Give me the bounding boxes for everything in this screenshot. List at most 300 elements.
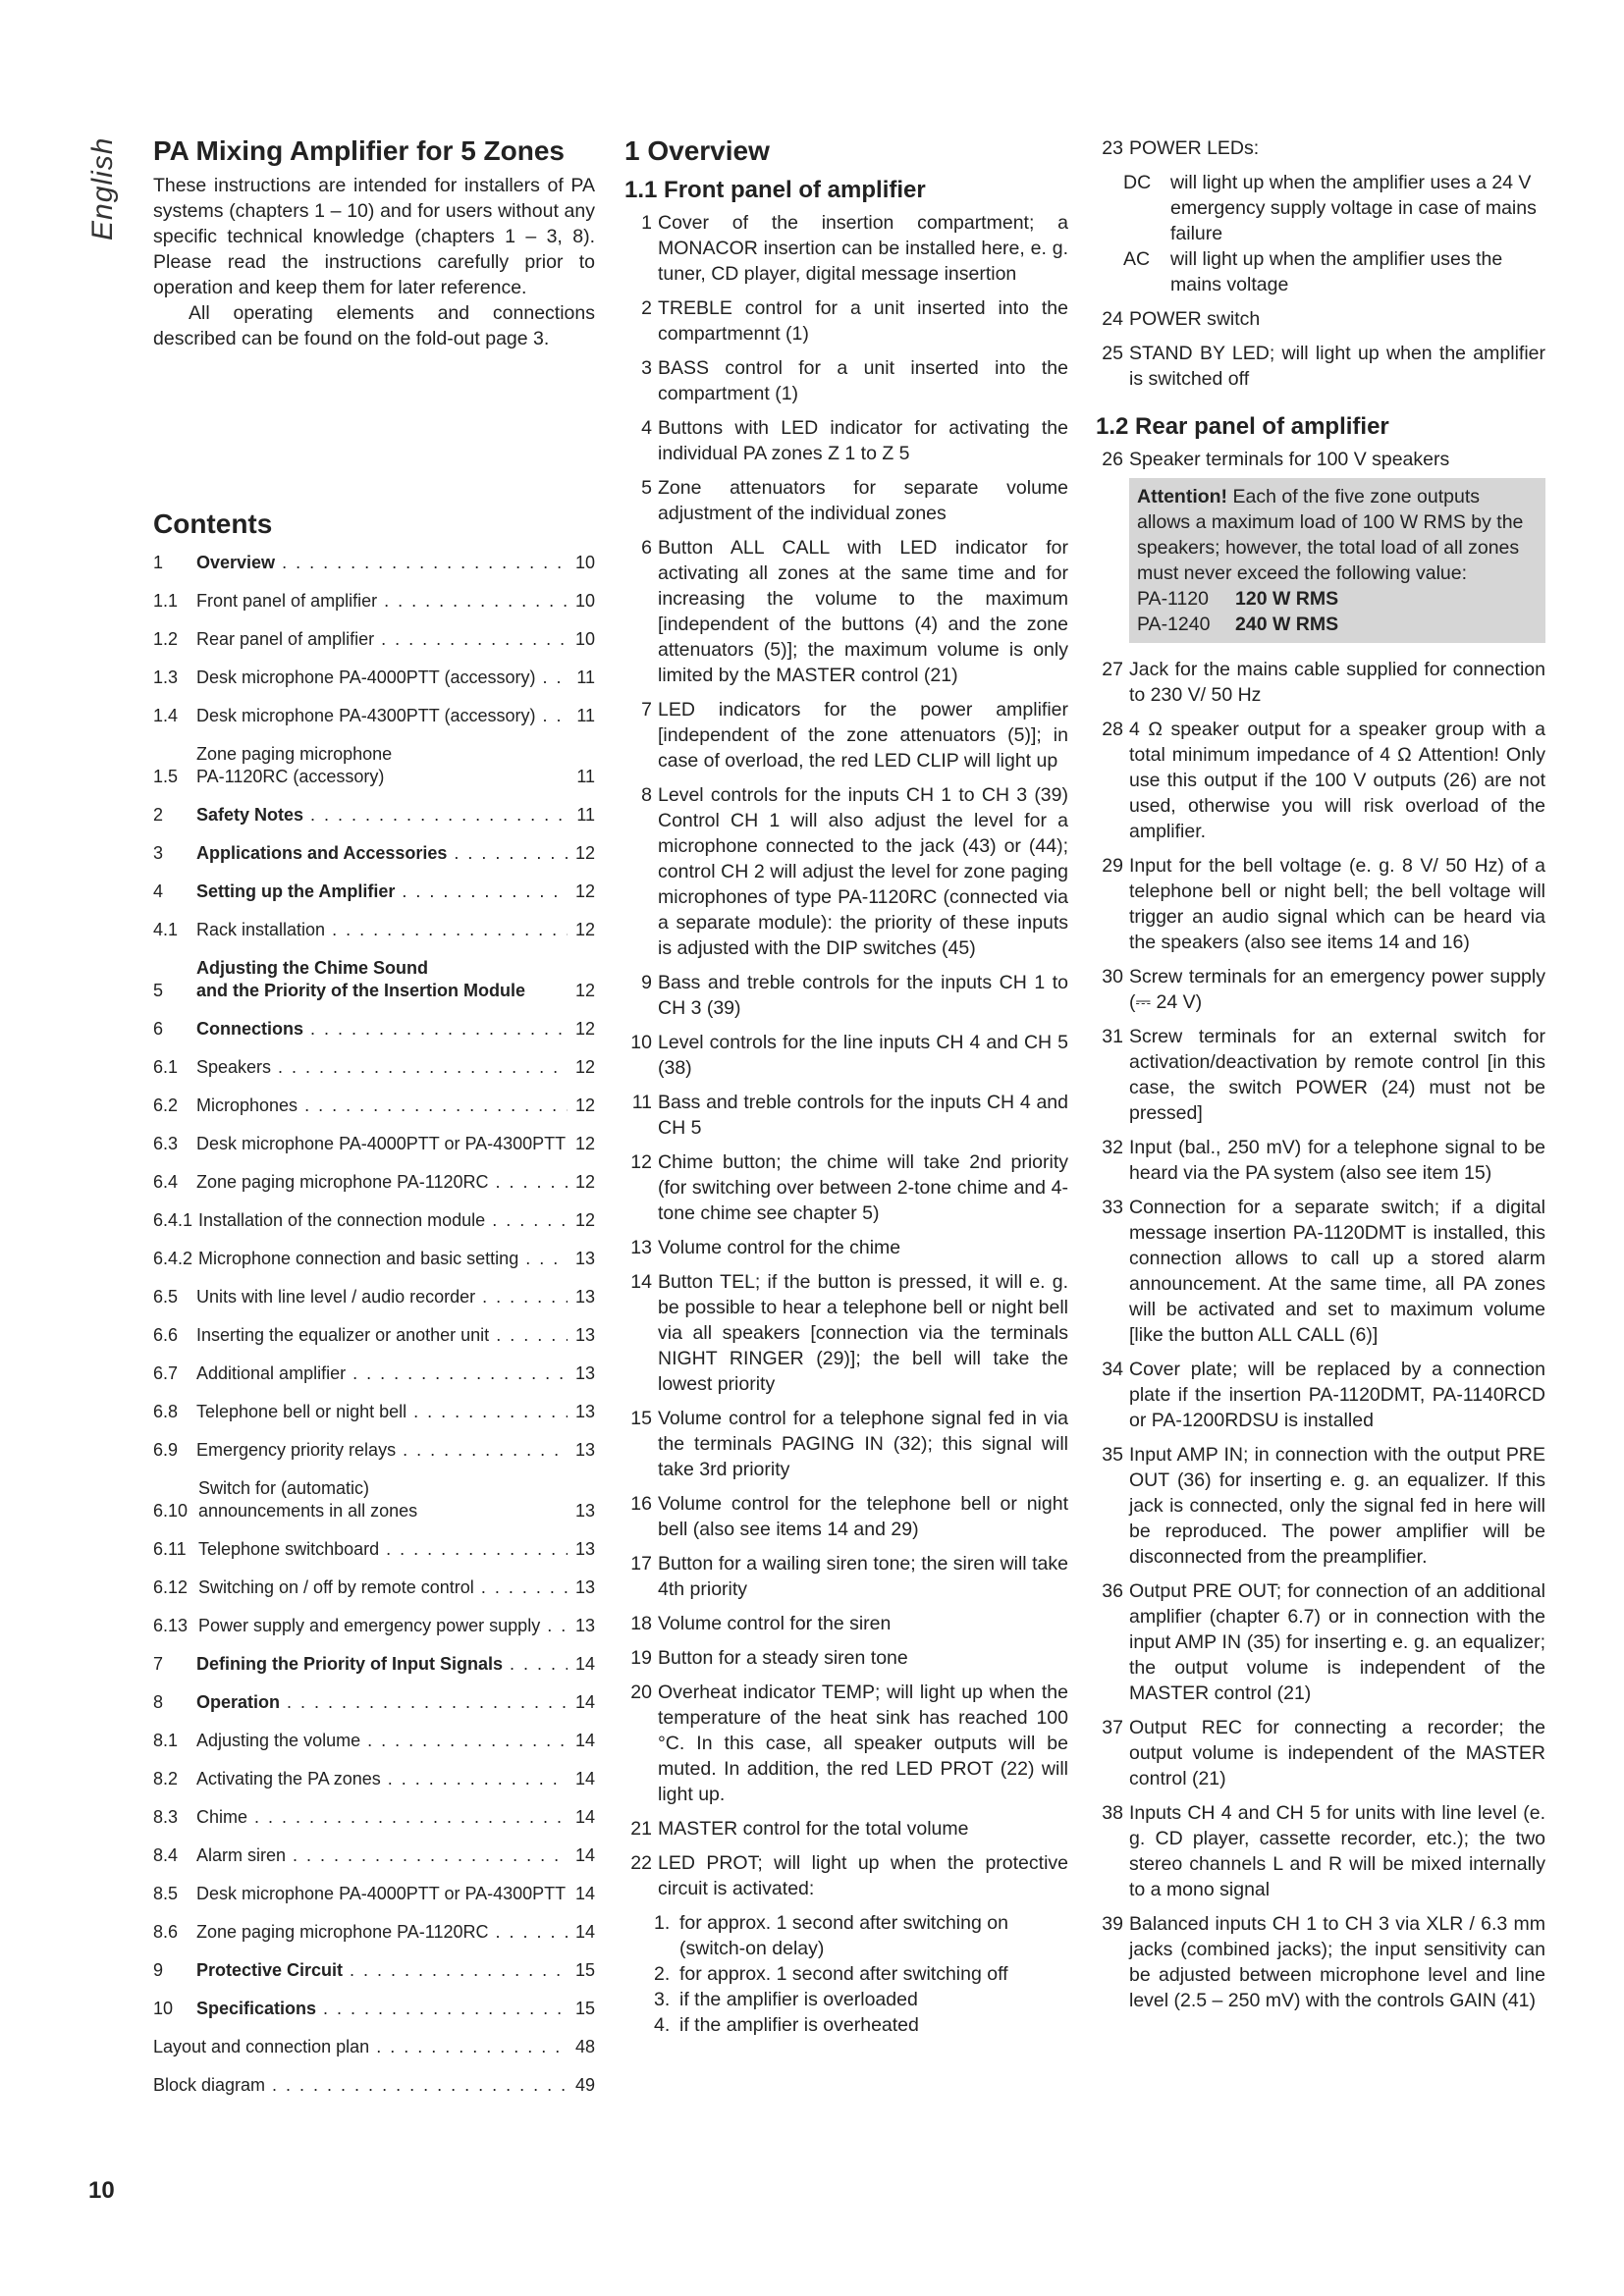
item-number: 26 <box>1102 449 1123 470</box>
item-text: Input (bal., 250 mV) for a telephone signal to be heard via the PA system (also see item 15) <box>1129 1137 1545 1184</box>
toc-number: 4.1 <box>153 920 179 939</box>
item-number: 25 <box>1102 343 1123 364</box>
item-text: Zone attenuators for separate volume adjustment of the individual zones <box>658 477 1068 524</box>
item-text: Volume control for the siren <box>658 1613 892 1634</box>
list-item <box>1096 306 1545 332</box>
item-number: 27 <box>1102 659 1123 680</box>
toc-page: 49 <box>574 2075 595 2095</box>
toc-title: Switching on / off by remote control . . . <box>198 1576 568 1599</box>
toc-page: 14 <box>574 1807 595 1827</box>
table-of-contents <box>153 508 595 2097</box>
item-number: 2 <box>641 297 652 319</box>
toc-number: 4 <box>153 881 164 901</box>
item-text: BASS control for a unit inserted into the compartment (1) <box>658 357 1068 404</box>
sub-key: DC <box>1123 172 1152 193</box>
toc-page: 11 <box>576 667 595 687</box>
toc-number: 6.2 <box>153 1095 179 1115</box>
item-number: 3 <box>641 357 652 379</box>
toc-number: 6.7 <box>153 1363 179 1383</box>
item-text: LED PROT; will light up when the protective circuit is activated: <box>658 1852 1068 1899</box>
toc-title: Desk microphone PA-4300PTT (accessory) . . . <box>196 705 568 727</box>
language-label: English <box>86 136 119 240</box>
item-text: Button TEL; if the button is pressed, it will e. g. be possible to hear a telephone bell or night bell via all speakers [connection via the terminals NIGHT RINGER (29)]; the bell will take the lowest priority <box>658 1271 1068 1395</box>
toc-title: Defining the Priority of Input Signals . . . <box>196 1653 568 1676</box>
toc-page: 14 <box>574 1922 595 1942</box>
item-text: for approx. 1 second after switching off <box>679 1963 1008 1985</box>
toc-page: 14 <box>574 1692 595 1712</box>
document-title: PA Mixing Amplifier for 5 Zones <box>153 135 566 166</box>
list-item <box>624 1551 1068 1602</box>
toc-row <box>153 1691 595 1714</box>
load-value: 240 W RMS <box>1235 614 1339 635</box>
toc-number: 6.1 <box>153 1057 179 1077</box>
list-item <box>624 1680 1068 1807</box>
toc-title: Desk microphone PA-4000PTT or PA-4300PTT . . . <box>196 1883 568 1905</box>
load-row-1 <box>1137 586 1538 612</box>
item-text: POWER LEDs: <box>1129 137 1260 159</box>
toc-page: 14 <box>574 1769 595 1789</box>
toc-title-line: and the Priority of the Insertion Module <box>196 981 526 1000</box>
intro-paragraph-2: All operating elements and connections described can be found on the fold-out page 3. <box>153 302 595 349</box>
toc-page: 14 <box>574 1884 595 1903</box>
toc-number: 1.5 <box>153 767 179 786</box>
item-list-b <box>1096 657 1545 2013</box>
item-number: 11 <box>631 1092 652 1113</box>
list-item <box>1096 1578 1545 1706</box>
item-text: Chime button; the chime will take 2nd priority (for switching over between 2-tone chime and 4-tone chime see chapter 5) <box>658 1151 1068 1224</box>
toc-row <box>153 552 595 574</box>
list-item <box>624 1090 1068 1141</box>
toc-number: 6.9 <box>153 1440 179 1460</box>
item-number: 14 <box>630 1271 652 1293</box>
item-text: Speaker terminals for 100 V speakers <box>1129 449 1450 470</box>
item-number: 8 <box>641 784 652 806</box>
item-number: 15 <box>630 1408 652 1429</box>
toc-title: Telephone switchboard . . . <box>198 1538 568 1561</box>
toc-row <box>153 705 595 727</box>
toc-title: Desk microphone PA-4000PTT (accessory) . . . <box>196 667 568 689</box>
item-number: 10 <box>630 1032 652 1053</box>
front-panel-list <box>624 210 1068 1901</box>
toc-page: 14 <box>574 1731 595 1750</box>
item-number: 36 <box>1102 1580 1123 1602</box>
toc-title: Block diagram . . . <box>153 2074 568 2097</box>
toc-title: Telephone bell or night bell . . . <box>196 1401 568 1423</box>
list-item <box>624 1611 1068 1636</box>
toc-number: 1.1 <box>153 591 179 611</box>
toc-row <box>153 804 595 827</box>
toc-title: Speakers . . . <box>196 1056 568 1079</box>
toc-number: 8.2 <box>153 1769 179 1789</box>
toc-page: 10 <box>574 553 595 572</box>
toc-page: 12 <box>574 1134 595 1153</box>
toc-title: Units with line level / audio recorder . . . <box>196 1286 568 1308</box>
toc-title: Installation of the connection module . . . <box>198 1209 568 1232</box>
toc-number: 1.3 <box>153 667 179 687</box>
toc-title <box>198 1477 568 1522</box>
list-item <box>624 697 1068 774</box>
item-text: Button ALL CALL with LED indicator for activating all zones at the same time and for increasing the volume to the maximum [independent of the buttons (4) and the zone attenuators (5)]; the maximum volume is only limited by the MASTER control (21) <box>658 537 1068 686</box>
item-text: Button for a steady siren tone <box>658 1647 908 1669</box>
toc-title: Additional amplifier . . . <box>196 1362 568 1385</box>
item-text: Output REC for connecting a recorder; the output volume is independent of the MASTER control (21) <box>1129 1717 1545 1789</box>
toc-row <box>153 1362 595 1385</box>
item-number: 17 <box>630 1553 652 1575</box>
item-text: Screw terminals for an external switch for activation/deactivation by remote control [in this case, the switch POWER (24) must not be pressed] <box>1129 1026 1545 1124</box>
front-panel-title: 1.1 Front panel of amplifier <box>624 177 926 203</box>
list-item <box>1096 1911 1545 2013</box>
list-item <box>1096 964 1545 1015</box>
item-text: POWER switch <box>1129 308 1261 330</box>
toc-row <box>153 1998 595 2020</box>
toc-page: 14 <box>574 1845 595 1865</box>
item-number: 1 <box>641 212 652 234</box>
toc-page: 12 <box>574 1095 595 1115</box>
item-number: 5 <box>641 477 652 499</box>
toc-title: Desk microphone PA-4000PTT or PA-4300PTT . . . <box>196 1133 568 1155</box>
toc-title: Zone paging microphone PA-1120RC . . . <box>196 1921 568 1944</box>
item-text: Connection for a separate switch; if a digital message insertion PA-1120DMT is installed, this connection allows to call up a stored alarm announcement. At the same time, all PA zones will be activated and set to maximum volume [like the button ALL CALL (6)] <box>1129 1197 1545 1346</box>
item-text: for approx. 1 second after switching on (switch-on delay) <box>679 1912 1008 1959</box>
list-item <box>1096 1442 1545 1570</box>
item-number: 39 <box>1102 1913 1123 1935</box>
item-list-a <box>1096 306 1545 392</box>
toc-title: Activating the PA zones . . . <box>196 1768 568 1790</box>
toc-number: 6.13 <box>153 1616 189 1635</box>
toc-number: 3 <box>153 843 164 863</box>
model: PA-1120 <box>1137 588 1209 610</box>
toc-number: 1 <box>153 553 164 572</box>
list-item <box>624 1491 1068 1542</box>
toc-title: Applications and Accessories . . . <box>196 842 568 865</box>
toc-page: 12 <box>574 1019 595 1039</box>
toc-title: Safety Notes . . . <box>196 804 568 827</box>
list-item <box>624 355 1068 406</box>
item-text: Jack for the mains cable supplied for connection to 230 V/ 50 Hz <box>1129 659 1545 706</box>
toc-page: 14 <box>574 1654 595 1674</box>
item-text: Buttons with LED indicator for activating the individual PA zones Z 1 to Z 5 <box>658 417 1068 464</box>
toc-title: Protective Circuit . . . <box>196 1959 568 1982</box>
toc-title <box>196 957 568 1002</box>
toc-title: Power supply and emergency power supply . . . <box>198 1615 568 1637</box>
toc-number: 5 <box>153 981 164 1000</box>
toc-number: 6 <box>153 1019 164 1039</box>
list-item <box>624 535 1068 688</box>
list-item <box>624 1961 1068 1987</box>
prot-condition-list <box>624 1910 1068 2038</box>
item-number: 37 <box>1102 1717 1123 1738</box>
list-item <box>624 1235 1068 1260</box>
toc-title: Adjusting the volume . . . <box>196 1730 568 1752</box>
toc-page: 12 <box>574 843 595 863</box>
item-number: 32 <box>1102 1137 1123 1158</box>
list-item <box>1096 853 1545 955</box>
toc-row <box>153 1844 595 1867</box>
toc-row <box>153 590 595 613</box>
list-item <box>624 1149 1068 1226</box>
toc-row <box>153 1806 595 1829</box>
list-item <box>1096 341 1545 392</box>
toc-title-line: Switch for (automatic) <box>198 1478 370 1498</box>
item-text: STAND BY LED; will light up when the amplifier is switched off <box>1129 343 1545 390</box>
toc-row <box>153 1095 595 1117</box>
toc-page: 13 <box>574 1249 595 1268</box>
toc-row <box>153 1439 595 1462</box>
item-number: 31 <box>1102 1026 1123 1047</box>
item-number: 33 <box>1102 1197 1123 1218</box>
item-text: if the amplifier is overheated <box>679 2014 919 2036</box>
load-value: 120 W RMS <box>1235 588 1339 610</box>
item-number: 2. <box>654 1963 671 1985</box>
item-text: LED indicators for the power amplifier [independent of the zone attenuators (5)]; in case of overload, the red LED CLIP will light up <box>658 699 1068 772</box>
list-item <box>624 970 1068 1021</box>
toc-number: 9 <box>153 1960 164 1980</box>
item-number: 29 <box>1102 855 1123 877</box>
toc-number: 8.4 <box>153 1845 179 1865</box>
toc-number: 6.10 <box>153 1501 189 1521</box>
toc-row <box>153 1653 595 1676</box>
toc-title: Specifications . . . <box>196 1998 568 2020</box>
toc-row <box>153 1324 595 1347</box>
list-item <box>1096 1800 1545 1902</box>
item-text: Volume control for a telephone signal fed in via the terminals PAGING IN (32); this signal will take 3rd priority <box>658 1408 1068 1480</box>
item-text: Output PRE OUT; for connection of an additional amplifier (chapter 6.7) or in connection with the input AMP IN (35) for inserting e. g. an equalizer; the output volume is independent of the MASTER control (21) <box>1129 1580 1545 1704</box>
item-text: Inputs CH 4 and CH 5 for units with line level (e. g. CD player, cassette recorder, etc.); the two stereo channels L and R will be mixed internally to a mono signal <box>1129 1802 1545 1900</box>
toc-row <box>153 1883 595 1905</box>
item-text: Level controls for the inputs CH 1 to CH 3 (39) Control CH 1 will also adjust the level for a microphone connected to the jack (43) or (44); control CH 2 will adjust the level for zone paging microphones of type PA-1120RC (connected via a separate module): the priority of these inputs is adjusted with the DIP switches (45) <box>658 784 1068 959</box>
toc-row <box>153 1730 595 1752</box>
toc-page: 10 <box>574 629 595 649</box>
item-text: Volume control for the chime <box>658 1237 901 1258</box>
rear-panel-title: 1.2 Rear panel of amplifier <box>1096 413 1389 440</box>
toc-row <box>153 1286 595 1308</box>
toc-page: 11 <box>576 767 595 786</box>
toc-title: Zone paging microphone PA-1120RC . . . <box>196 1171 568 1194</box>
item-text: Balanced inputs CH 1 to CH 3 via XLR / 6.3 mm jacks (combined jacks); the input sensitivity can be adjusted between microphone level and line level (2.5 – 250 mV) with the controls GAIN (41) <box>1129 1913 1545 2011</box>
toc-row <box>153 1538 595 1561</box>
list-item <box>624 210 1068 287</box>
toc-number: 6.4.2 <box>153 1249 193 1268</box>
toc-number: 6.5 <box>153 1287 179 1307</box>
item-text: Bass and treble controls for the inputs CH 1 to CH 3 (39) <box>658 972 1068 1019</box>
list-item <box>624 1406 1068 1482</box>
item-text: Overheat indicator TEMP; will light up when the temperature of the heat sink has reached 100 °C. In this case, all speaker outputs will be muted. In addition, the red LED PROT (22) will light up. <box>658 1682 1068 1805</box>
language-tab <box>81 137 120 255</box>
item-number: 30 <box>1102 966 1123 988</box>
item-text: if the amplifier is overloaded <box>679 1989 918 2010</box>
toc-number: 2 <box>153 805 164 825</box>
attention-text: Each of the five zone outputs allows a maximum load of 100 W RMS by the speakers; however, the total load of all zones must never exceed the following value: <box>1137 486 1524 584</box>
toc-page: 12 <box>574 920 595 939</box>
list-item <box>624 1910 1068 1961</box>
toc-title-line: Zone paging microphone <box>196 744 393 764</box>
toc-row <box>153 628 595 651</box>
column-intro-contents <box>153 135 595 2112</box>
list-item <box>624 1816 1068 1842</box>
list-item <box>624 1030 1068 1081</box>
toc-row <box>153 1576 595 1599</box>
list-item <box>1096 717 1545 844</box>
overview-title: 1 Overview <box>624 135 770 166</box>
toc-page: 12 <box>574 881 595 901</box>
toc-page: 13 <box>574 1440 595 1460</box>
toc-title-line: announcements in all zones <box>198 1501 418 1521</box>
power-led-ac <box>1096 246 1545 297</box>
list-item <box>624 1850 1068 1901</box>
item-number: 24 <box>1102 308 1123 330</box>
item-text: Button for a wailing siren tone; the siren will take 4th priority <box>658 1553 1068 1600</box>
item-text: Level controls for the line inputs CH 4 and CH 5 (38) <box>658 1032 1068 1079</box>
toc-title: Connections . . . <box>196 1018 568 1041</box>
toc-title: Rack installation . . . <box>196 919 568 941</box>
toc-title: Chime . . . <box>196 1806 568 1829</box>
toc-page: 13 <box>574 1325 595 1345</box>
list-item <box>1096 657 1545 708</box>
toc-row <box>153 842 595 865</box>
toc-page: 15 <box>574 1960 595 1980</box>
toc-number: 8 <box>153 1692 164 1712</box>
item-number: 3. <box>654 1989 671 2010</box>
toc-page: 12 <box>574 981 595 1000</box>
toc-title: Emergency priority relays . . . <box>196 1439 568 1462</box>
item-text: Volume control for the telephone bell or night bell (also see items 14 and 29) <box>658 1493 1068 1540</box>
toc-row <box>153 1056 595 1079</box>
list-item <box>1096 1715 1545 1791</box>
item-number: 18 <box>630 1613 652 1634</box>
toc-page: 13 <box>574 1577 595 1597</box>
toc-number: 6.12 <box>153 1577 189 1597</box>
toc-title <box>196 743 568 788</box>
item-text: Cover of the insertion compartment; a MONACOR insertion can be installed here, e. g. tuner, CD player, digital message insertion <box>658 212 1068 285</box>
item-number: 4 <box>641 417 652 439</box>
item-number: 1. <box>654 1912 671 1934</box>
toc-title: Front panel of amplifier . . . <box>196 590 568 613</box>
toc-title: Layout and connection plan . . . <box>153 2036 568 2058</box>
toc-number: 6.6 <box>153 1325 179 1345</box>
toc-title: Microphones . . . <box>196 1095 568 1117</box>
toc-row <box>153 1018 595 1041</box>
list-item <box>624 1645 1068 1671</box>
toc-number: 8.3 <box>153 1807 179 1827</box>
toc-number: 7 <box>153 1654 164 1674</box>
list-item <box>624 475 1068 526</box>
toc-page: 13 <box>574 1402 595 1421</box>
toc-row <box>153 1768 595 1790</box>
toc-page: 13 <box>574 1616 595 1635</box>
list-item <box>1096 1357 1545 1433</box>
item-text: Input AMP IN; in connection with the output PRE OUT (36) for inserting e. g. an equalizer. If this jack is connected, only the signal fed in here will be reproduced. The power amplifier will be disconnected from the preamplifier. <box>1129 1444 1545 1568</box>
contents-title: Contents <box>153 508 273 539</box>
list-item <box>624 415 1068 466</box>
list-item <box>1096 1024 1545 1126</box>
item-number: 34 <box>1102 1359 1123 1380</box>
toc-page: 48 <box>574 2037 595 2056</box>
item-number: 12 <box>630 1151 652 1173</box>
toc-row <box>153 1615 595 1637</box>
item-text: Input for the bell voltage (e. g. 8 V/ 50 Hz) of a telephone bell or night bell; the bell voltage will trigger an audio signal which can be heard via the speakers (also see items 14 and 16) <box>1129 855 1545 953</box>
item-number: 6 <box>641 537 652 559</box>
toc-title: Inserting the equalizer or another unit . . . <box>196 1324 568 1347</box>
item-text: TREBLE control for a unit inserted into the compartmennt (1) <box>658 297 1068 345</box>
page-number: 10 <box>88 2177 115 2204</box>
toc-row <box>153 667 595 689</box>
toc-title-line: Adjusting the Chime Sound <box>196 958 428 978</box>
toc-row <box>153 1401 595 1423</box>
toc-page: 10 <box>574 591 595 611</box>
item-number: 7 <box>641 699 652 721</box>
attention-heading: Attention! <box>1137 486 1228 507</box>
sub-text: will light up when the amplifier uses a 24 V emergency supply voltage in case of mains failure <box>1170 172 1537 244</box>
toc-row <box>153 1959 595 1982</box>
toc-row <box>153 743 595 788</box>
model: PA-1240 <box>1137 614 1211 635</box>
toc-page: 13 <box>574 1363 595 1383</box>
list-item <box>1096 1135 1545 1186</box>
toc-page: 12 <box>574 1210 595 1230</box>
list-item <box>1096 447 1545 472</box>
column-overview <box>624 135 1068 2038</box>
toc-title: Rear panel of amplifier . . . <box>196 628 568 651</box>
item-text: 4 Ω speaker output for a speaker group with a total minimum impedance of 4 Ω Attention! Only use this output if the 100 V outputs (26) are not used, otherwise you will risk overload of the amplifier. <box>1129 719 1545 842</box>
toc-page: 13 <box>574 1501 595 1521</box>
item-number: 23 <box>1102 137 1123 159</box>
toc-page: 12 <box>574 1057 595 1077</box>
list-item <box>624 1269 1068 1397</box>
toc-number: 1.2 <box>153 629 179 649</box>
list-item <box>1096 135 1545 161</box>
power-led-dc <box>1096 170 1545 246</box>
item-text: Bass and treble controls for the inputs CH 4 and CH 5 <box>658 1092 1068 1139</box>
item-number: 20 <box>630 1682 652 1703</box>
intro-paragraph-1: These instructions are intended for installers of PA systems (chapters 1 – 10) and for users without any specific technical knowledge (chapters 1 – 3, 8). Please read the instructions carefully prior to operation and keep them for later reference. <box>153 175 595 298</box>
item-number: 4. <box>654 2014 671 2036</box>
toc-row <box>153 2074 595 2097</box>
toc-row <box>153 1248 595 1270</box>
toc-number: 10 <box>153 1999 174 2018</box>
sub-text: will light up when the amplifier uses the mains voltage <box>1170 248 1503 295</box>
toc-title: Alarm siren . . . <box>196 1844 568 1867</box>
toc-page: 15 <box>574 1999 595 2018</box>
toc-row <box>153 881 595 903</box>
item-number: 13 <box>630 1237 652 1258</box>
toc-number: 8.1 <box>153 1731 179 1750</box>
toc-number: 1.4 <box>153 706 179 725</box>
toc-row <box>153 1171 595 1194</box>
toc-title: Setting up the Amplifier . . . <box>196 881 568 903</box>
toc-page: 13 <box>574 1539 595 1559</box>
attention-box <box>1129 478 1545 643</box>
item-text: MASTER control for the total volume <box>658 1818 969 1840</box>
toc-row <box>153 1921 595 1944</box>
item-number: 28 <box>1102 719 1123 740</box>
load-row-2 <box>1137 612 1538 637</box>
item-text: Screw terminals for an emergency power supply (⎓ 24 V) <box>1129 966 1545 1013</box>
toc-number: 8.5 <box>153 1884 179 1903</box>
toc-title: Overview . . . <box>196 552 568 574</box>
toc-title: Microphone connection and basic setting . . . <box>198 1248 568 1270</box>
toc-row <box>153 1133 595 1155</box>
toc-number: 6.11 <box>153 1539 187 1559</box>
toc-page: 13 <box>574 1287 595 1307</box>
item-number: 9 <box>641 972 652 993</box>
toc-number: 8.6 <box>153 1922 179 1942</box>
list-item <box>624 2012 1068 2038</box>
toc-page: 11 <box>576 706 595 725</box>
item-number: 22 <box>630 1852 652 1874</box>
sub-key: AC <box>1123 248 1151 270</box>
toc-page: 11 <box>576 805 595 825</box>
list-item <box>624 782 1068 961</box>
